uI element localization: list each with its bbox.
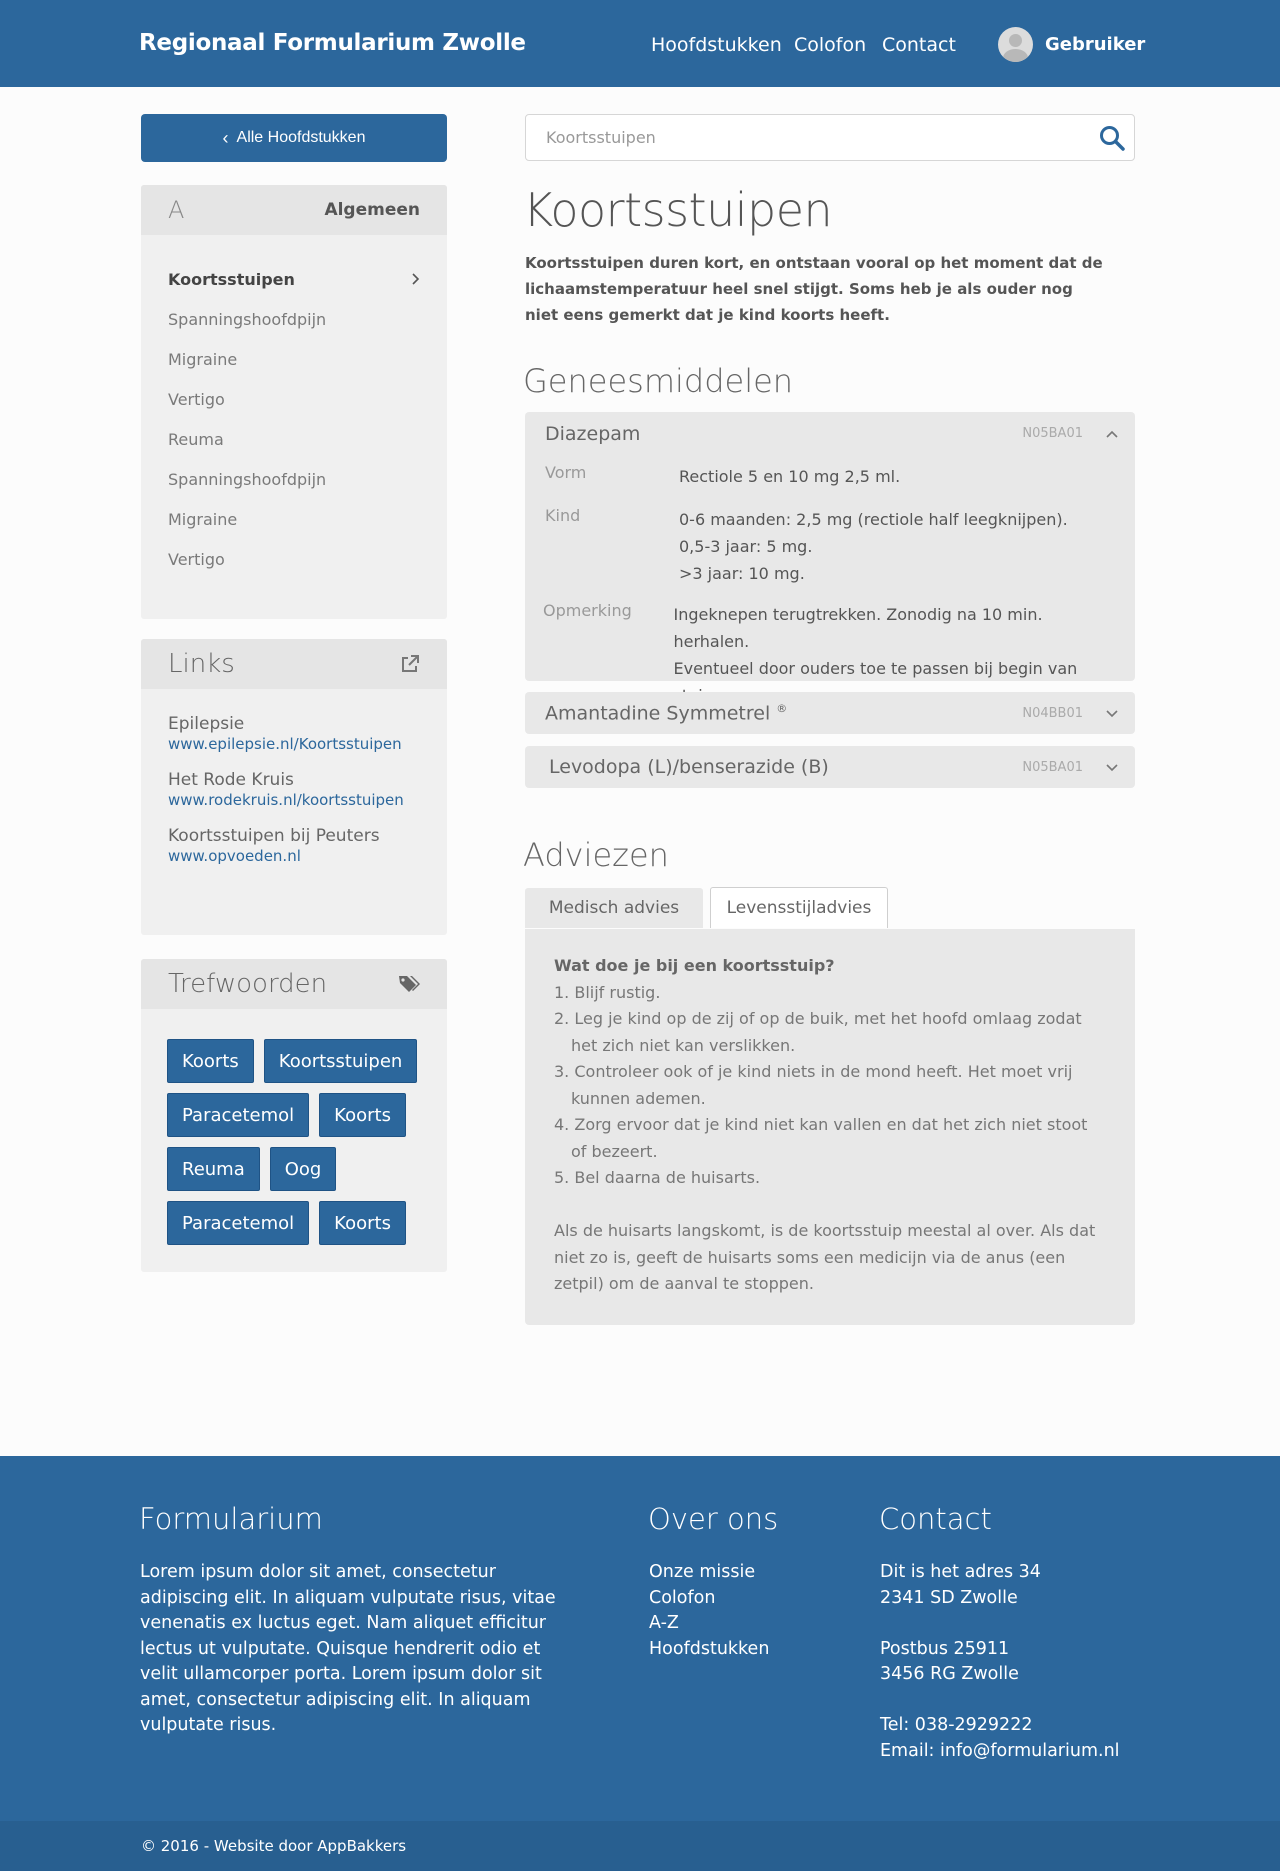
sidebar-item[interactable]: Spanningshoofdpijn [168, 309, 327, 329]
footer-link-hoofdstukken[interactable]: Hoofdstukken [649, 1638, 770, 1659]
top-navbar [0, 0, 1280, 87]
footer-link-a-z[interactable]: A-Z [649, 1613, 679, 1633]
sidebar-item[interactable]: Migraine [168, 509, 238, 529]
accordion-header[interactable] [525, 412, 1135, 455]
sidebar-item-koortsstuipen[interactable] [168, 259, 420, 299]
link-name: Het Rode Kruis [168, 770, 294, 790]
links-header [141, 639, 447, 689]
sidebar-item[interactable]: Migraine [168, 349, 238, 369]
advice-steps [554, 980, 1105, 1192]
sidebar-item[interactable]: Vertigo [168, 389, 225, 409]
link-item [168, 714, 420, 753]
medicine-accordion-levodopa[interactable] [525, 746, 1135, 788]
tag[interactable]: Paracetemol [167, 1093, 309, 1137]
tag[interactable]: Oog [270, 1147, 337, 1191]
postbus-line: 3456 RG Zwolle [880, 1664, 1019, 1684]
accordion-header[interactable] [525, 746, 1135, 788]
advice-step: 3. Controleer ook of je kind niets in de mond heeft. Het moet vrij kunnen ademen. [554, 1062, 1073, 1108]
medicine-row-kind [525, 506, 1135, 587]
avatar-icon [998, 27, 1033, 62]
link-name: Koortsstuipen bij Peuters [168, 826, 380, 846]
tab-medisch-advies[interactable]: Medisch advies [525, 888, 703, 928]
sidebar-item[interactable]: Reuma [168, 429, 224, 449]
row-line: Ingeknepen terugtrekken. Zonodig na 10 min. herhalen. [673, 605, 1043, 651]
page-intro: Koortsstuipen duren kort, en ontstaan vooral op het moment dat de lichaamstemperatuur heel snel stijgt. Soms heb je als ouder nog niet eens gemerkt dat je kind koorts heeft. [525, 254, 1103, 324]
row-value [679, 463, 900, 490]
footer-title-contact: Contact [879, 1502, 992, 1536]
medicine-accordion-diazepam [525, 412, 1135, 681]
sidebar-item[interactable]: Spanningshoofdpijn [168, 469, 327, 489]
row-line: Eventueel door ouders toe te passen bij begin van [673, 659, 1078, 678]
row-line: >3 jaar: 10 mg. [679, 564, 805, 583]
search-box [525, 114, 1135, 161]
chapter-letter: A [168, 196, 185, 224]
footer-links [649, 1560, 769, 1662]
links-title: Links [168, 649, 235, 679]
phone-line: Tel: 038-2929222 [880, 1715, 1033, 1735]
tag[interactable]: Koorts [319, 1201, 406, 1245]
user-name: Gebruiker [1045, 34, 1146, 55]
chapter-header [141, 185, 447, 235]
link-url[interactable]: www.epilepsie.nl/Koortsstuipen [168, 735, 402, 753]
all-chapters-label: Alle Hoofdstukken [236, 129, 366, 146]
advice-heading: Adviezen [523, 836, 669, 874]
medicine-name: Amantadine Symmetrel ® [545, 701, 788, 725]
medicine-name: Diazepam [545, 422, 641, 445]
links-panel [141, 639, 447, 935]
copyright-text: © 2016 - Website door AppBakkers [141, 1837, 407, 1855]
nav-hoofdstukken[interactable]: Hoofdstukken [651, 34, 782, 56]
sidebar-item-label: Koortsstuipen [168, 269, 295, 289]
link-name: Epilepsie [168, 714, 245, 734]
nav-colofon[interactable]: Colofon [794, 34, 867, 56]
chapter-name: Algemeen [324, 200, 420, 220]
link-url[interactable]: www.rodekruis.nl/koortsstuipen [168, 791, 404, 809]
search-icon[interactable] [1098, 124, 1126, 152]
keywords-header [141, 959, 447, 1009]
row-key: Opmerking [543, 601, 632, 620]
footer-about-text: Lorem ipsum dolor sit amet, consectetur adipiscing elit. In aliquam vulputate risus, vitae venenatis ex luctus eget. Nam aliquet efficitur lectus ut vulputate. Quisque hendrerit odio et velit ullamcorper porta. Lorem ipsum dolor sit amet, consectetur adipiscing elit. In aliquam vulputate risus. [140, 1562, 556, 1735]
medicines-heading: Geneesmiddelen [523, 362, 794, 400]
row-line: 0-6 maanden: 2,5 mg (rectiole half leegknijpen). [679, 510, 1068, 529]
tag[interactable]: Paracetemol [167, 1201, 309, 1245]
footer-contact [880, 1560, 1120, 1764]
link-url[interactable]: www.opvoeden.nl [168, 847, 301, 865]
advice-step: 5. Bel daarna de huisarts. [554, 1168, 761, 1187]
row-key: Kind [545, 506, 581, 525]
tag[interactable]: Koortsstuipen [264, 1039, 418, 1083]
row-key: Vorm [545, 463, 587, 482]
chevron-right-icon [410, 272, 420, 286]
chevron-down-icon [1105, 760, 1119, 774]
tag-list [141, 1009, 447, 1245]
tag[interactable]: Koorts [167, 1039, 254, 1083]
accordion-header[interactable] [525, 692, 1135, 734]
footer-title-over-ons: Over ons [648, 1502, 779, 1536]
atc-code: N05BA01 [1022, 759, 1083, 775]
email-line[interactable]: Email: info@formularium.nl [880, 1740, 1120, 1761]
external-link-icon [400, 654, 420, 674]
footer-title-formularium: Formularium [139, 1502, 323, 1536]
advice-step: 2. Leg je kind op de zij of op de buik, met het hoofd omlaag zodat het zich niet kan verslikken. [554, 1009, 1082, 1055]
chevron-down-icon [1105, 706, 1119, 720]
row-line: 0,5-3 jaar: 5 mg. [679, 537, 813, 556]
search-input[interactable] [526, 115, 1066, 160]
advice-question: Wat doe je bij een koortsstuip? [554, 956, 835, 975]
row-line: Rectiole 5 en 10 mg 2,5 ml. [679, 467, 901, 486]
row-value [679, 506, 1068, 587]
nav-contact[interactable]: Contact [882, 34, 956, 56]
advice-content [525, 929, 1135, 1325]
address-line: Dit is het adres 34 [880, 1562, 1041, 1582]
copyright-bar [0, 1821, 1280, 1871]
footer-link-colofon[interactable]: Colofon [649, 1587, 716, 1608]
advice-step: 4. Zorg ervoor dat je kind niet kan vallen en dat het zich niet stoot of bezeert. [554, 1115, 1088, 1161]
postbus-line: Postbus 25911 [880, 1638, 1010, 1659]
footer-link-onze-missie[interactable]: Onze missie [649, 1562, 756, 1582]
atc-code: N04BB01 [1022, 705, 1083, 721]
keywords-title: Trefwoorden [168, 969, 328, 999]
tag[interactable]: Koorts [319, 1093, 406, 1137]
chapter-list [141, 235, 447, 579]
link-item [168, 826, 420, 865]
site-brand[interactable]: Regionaal Formularium Zwolle [139, 30, 526, 56]
page-title: Koortsstuipen [523, 183, 833, 237]
tags-icon [398, 975, 420, 993]
keywords-panel [141, 959, 447, 1272]
chevron-up-icon [1105, 427, 1119, 441]
sidebar-item[interactable]: Vertigo [168, 549, 225, 569]
link-item [168, 770, 420, 809]
chevron-left-icon: ‹ [222, 127, 229, 148]
medicine-name: Levodopa (L)/benserazide (B) [549, 756, 829, 778]
medicine-accordion-amantadine[interactable] [525, 692, 1135, 734]
atc-code: N05BA01 [1022, 426, 1083, 441]
user-menu[interactable] [998, 27, 1145, 62]
tab-levensstijladvies[interactable]: Levensstijladvies [710, 887, 888, 928]
advice-step: 1. Blijf rustig. [554, 982, 661, 1002]
tag[interactable]: Reuma [167, 1147, 260, 1191]
chapter-panel [141, 185, 447, 619]
medicine-row-vorm [525, 463, 1135, 490]
advice-note: Als de huisarts langskomt, is de koortsstuip meestal al over. Als dat niet zo is, geeft de huisarts soms een medicijn via de anus (een zetpil) om de aanval te stoppen. [554, 1221, 1096, 1293]
all-chapters-button[interactable] [141, 114, 447, 162]
address-line: 2341 SD Zwolle [880, 1587, 1018, 1608]
footer [0, 1456, 1280, 1821]
